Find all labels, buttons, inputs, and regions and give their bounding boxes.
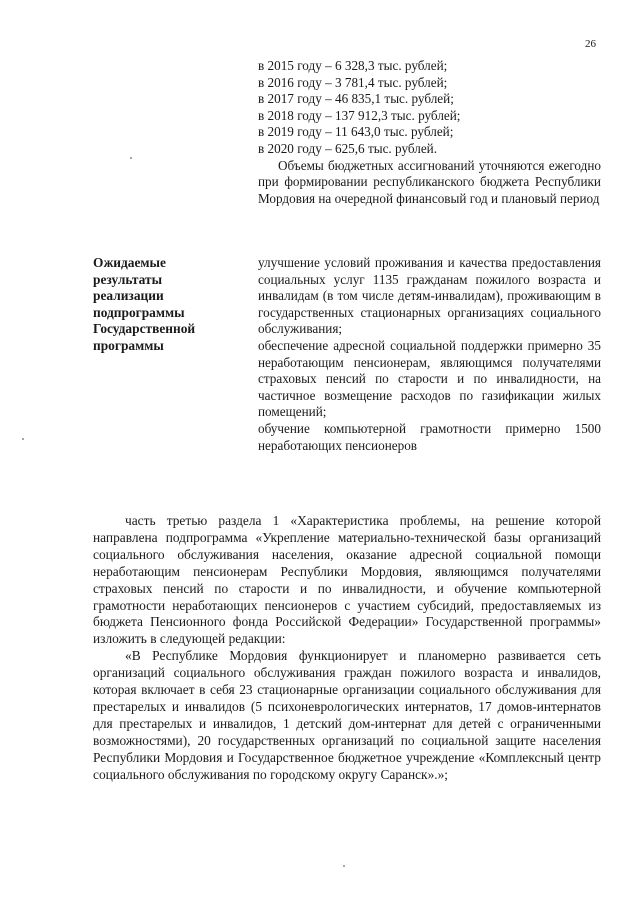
results-label (93, 255, 243, 354)
result-item-gasification-support: обеспечение адресной социальной поддержки примерно 35 неработающим пенсионерам, являющимся получателями страховых пенсий по старости и по инвалидности, на частичное возмещение расходов по газификации жилых помещений; (258, 337, 601, 420)
results-label-line: Ожидаемые (93, 255, 166, 270)
scan-speck (130, 157, 132, 159)
funding-year-2019: в 2019 году – 11 643,0 тыс. рублей; (258, 124, 454, 140)
result-item-living-conditions: улучшение условий проживания и качества предоставления социальных услуг 1135 гражданам пожилого возраста и инвалидам (в том числе детям-инвалидам), проживающим в государственных стационарных организациях социального обслуживания; (258, 255, 601, 337)
scan-speck (343, 865, 345, 867)
results-label-line: подпрограммы (93, 304, 185, 320)
amendment-paragraph: часть третью раздела 1 «Характеристика проблемы, на решение которой направлена подпрограмма «Укрепление материально-технической базы организаций социального обслуживания населения, оказание адресной социальной помощи неработающим пенсионерам Республики Мордовия, являющимся получателями страховых пенсий по старости и по инвалидности, и обучение компьютерной грамотности неработающих пенсионеров с участием субсидий, предоставляемых из бюджета Пенсионного фонда Российской Федерации» Государственной программы» изложить в следующей редакции: (93, 513, 601, 647)
results-label-line: Государственной (93, 321, 196, 336)
funding-year-2015: в 2015 году – 6 328,3 тыс. рублей; (258, 58, 448, 73)
results-list (258, 255, 601, 454)
results-label-line: результаты (93, 271, 163, 287)
scan-speck (22, 438, 24, 440)
funding-year-2020: в 2020 году – 625,6 тыс. рублей. (258, 140, 438, 156)
funding-year-2017: в 2017 году – 46 835,1 тыс. рублей; (258, 91, 454, 107)
funding-year-2016: в 2016 году – 3 781,4 тыс. рублей; (258, 74, 448, 90)
results-label-line: программы (93, 337, 164, 353)
funding-section (258, 58, 601, 207)
page-number: 26 (585, 38, 596, 50)
new-wording-paragraph: «В Республике Мордовия функционирует и планомерно развивается сеть организаций социального обслуживания граждан пожилого возраста и инвалидов, которая включает в себя 23 стационарные организации социального обслуживания для престарелых и инвалидов (5 психоневрологических интернатов, 17 домов-интернатов для престарелых и инвалидов, 1 детский дом-интернат для детей с ограниченными возможностями), 20 государственных организаций по социальной защите населения Республики Мордовия и Государственное бюджетное учреждение «Комплексный центр социального обслуживания по городскому округу Саранск».»; (93, 648, 601, 782)
body-text (93, 513, 601, 784)
funding-year-2018: в 2018 году – 137 912,3 тыс. рублей; (258, 107, 461, 123)
result-item-computer-literacy: обучение компьютерной грамотности примерно 1500 неработающих пенсионеров (258, 420, 601, 453)
funding-note: Объемы бюджетных ассигнований уточняются ежегодно при формировании республиканского бюджета Республики Мордовия на очередной финансовый год и плановый период (258, 157, 601, 206)
results-label-line: реализации (93, 288, 164, 303)
